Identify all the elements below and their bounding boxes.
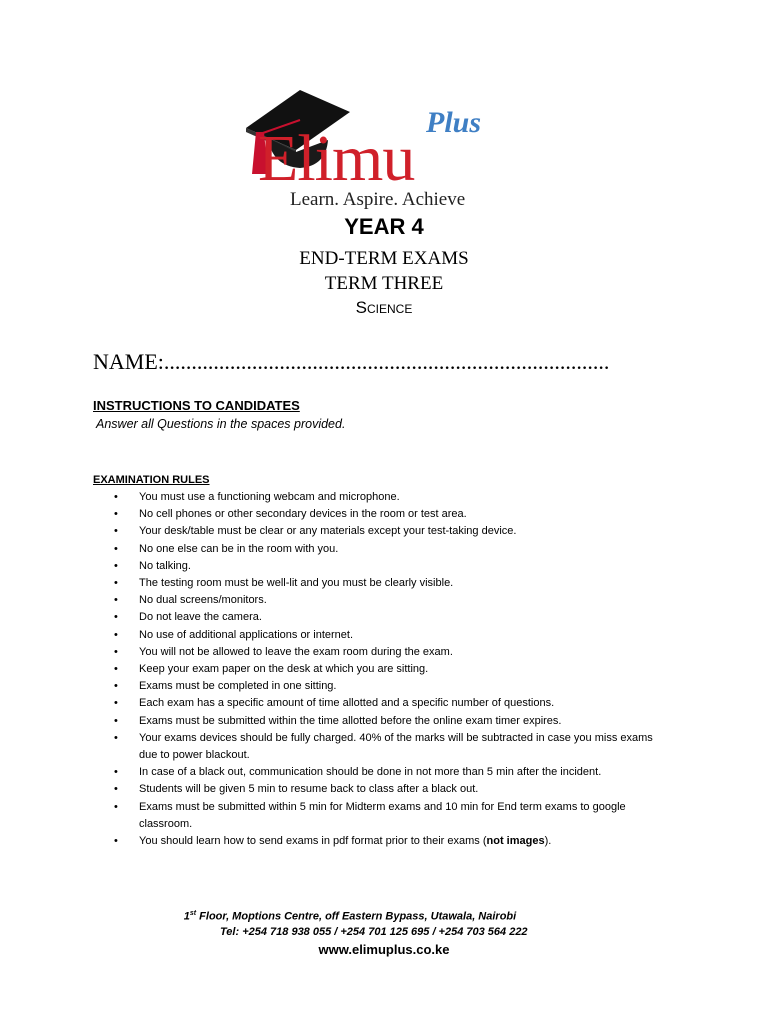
rule-text: Exams must be completed in one sitting.	[139, 680, 337, 693]
rule-text: The testing room must be well-lit and you must be clearly visible.	[139, 577, 454, 590]
bullet-icon: •	[114, 594, 118, 607]
bullet-icon: •	[114, 714, 118, 727]
instructions-text: Answer all Questions in the spaces provided.	[96, 417, 346, 431]
rule-text: No talking.	[139, 559, 191, 572]
address-text: Floor, Moptions Centre, off Eastern Bypass, Utawala, Nairobi	[196, 910, 517, 923]
bullet-icon: •	[114, 800, 118, 813]
bullet-icon: •	[114, 491, 118, 503]
rule-item	[114, 506, 674, 523]
footer-telephone: Tel: +254 718 938 055 / +254 701 125 695 / +254 703 564 222	[220, 926, 528, 938]
rules-list	[114, 489, 674, 850]
rule-text: In case of a black out, communication should be done in not more than 5 min after the incident.	[139, 766, 602, 779]
rule-item	[114, 644, 674, 661]
bullet-icon: •	[114, 542, 118, 555]
rule-text: No dual screens/monitors.	[139, 594, 267, 607]
rule-item	[114, 730, 674, 764]
rule-text-bold: not images	[486, 835, 545, 848]
bullet-icon: •	[114, 611, 118, 624]
rule-item	[114, 833, 674, 850]
rules-heading: EXAMINATION RULES	[93, 474, 210, 486]
bullet-icon: •	[114, 628, 118, 641]
term-title: TERM THREE	[324, 273, 444, 294]
bullet-icon: •	[114, 766, 118, 779]
rule-item	[114, 609, 674, 626]
bullet-icon: •	[114, 577, 118, 590]
logo-tagline: Learn. Aspire. Achieve	[290, 189, 466, 210]
bullet-icon: •	[114, 835, 118, 848]
rule-item	[114, 592, 674, 609]
exam-title: END-TERM EXAMS	[299, 248, 469, 269]
rule-item	[114, 781, 674, 798]
rule-text-suffix: ).	[544, 835, 552, 848]
rule-text: Exams must be submitted within the time allotted before the online exam timer expires.	[139, 714, 562, 727]
footer-address	[0, 910, 700, 923]
rule-text: Students will be given 5 min to resume back to class after a black out.	[139, 783, 479, 796]
rule-text: No one else can be in the room with you.	[139, 542, 339, 555]
name-field[interactable]: NAME:.................................................................................	[93, 349, 610, 374]
bullet-icon: •	[114, 680, 118, 693]
rule-item	[114, 695, 674, 712]
rule-text: Exams must be submitted within 5 min for Midterm exams and 10 min for End term exams to google classroom.	[139, 800, 626, 830]
rule-item	[114, 799, 674, 833]
rule-text: Keep your exam paper on the desk at which you are sitting.	[139, 663, 429, 676]
bullet-icon: •	[114, 645, 118, 658]
rule-item	[114, 627, 674, 644]
year-title: YEAR 4	[344, 214, 424, 239]
bullet-icon: •	[114, 508, 118, 521]
rule-item	[114, 713, 674, 730]
rule-item	[114, 523, 674, 540]
bullet-icon: •	[114, 525, 118, 538]
elimu-plus-logo	[238, 82, 538, 214]
bullet-icon: •	[114, 783, 118, 796]
rule-text: You must use a functioning webcam and microphone.	[139, 491, 400, 503]
rule-text: Each exam has a specific amount of time allotted and a specific number of questions.	[139, 697, 555, 710]
rule-item	[114, 575, 674, 592]
logo-brand-text: Elimu	[258, 122, 415, 195]
rule-text: Your desk/table must be clear or any materials except your test-taking device.	[139, 525, 517, 538]
rule-item	[114, 678, 674, 695]
rule-item	[114, 558, 674, 575]
rule-item	[114, 661, 674, 678]
rule-text: Your exams devices should be fully charged. 40% of the marks will be subtracted in case you miss exams due to power blackout.	[139, 731, 653, 762]
rule-text: No cell phones or other secondary devices in the room or test area.	[139, 508, 467, 521]
subject-title: Science	[355, 298, 413, 317]
rule-item	[114, 489, 674, 506]
bullet-icon: •	[114, 731, 118, 744]
rule-text: Do not leave the camera.	[139, 611, 262, 624]
bullet-icon: •	[114, 663, 118, 676]
logo-plus-text: Plus	[426, 106, 482, 139]
bullet-icon: •	[114, 559, 118, 572]
footer-website[interactable]: www.elimuplus.co.ke	[318, 942, 450, 957]
rule-text: You will not be allowed to leave the exam room during the exam.	[139, 645, 453, 658]
rule-text: No use of additional applications or internet.	[139, 628, 354, 641]
instructions-heading: INSTRUCTIONS TO CANDIDATES	[93, 398, 300, 413]
bullet-icon: •	[114, 697, 118, 710]
rule-item	[114, 764, 674, 781]
address-number: 1	[183, 910, 190, 923]
rule-item	[114, 541, 674, 558]
rule-text-prefix: You should learn how to send exams in pdf format prior to their exams (	[139, 835, 487, 848]
address-superscript: st	[189, 910, 197, 917]
